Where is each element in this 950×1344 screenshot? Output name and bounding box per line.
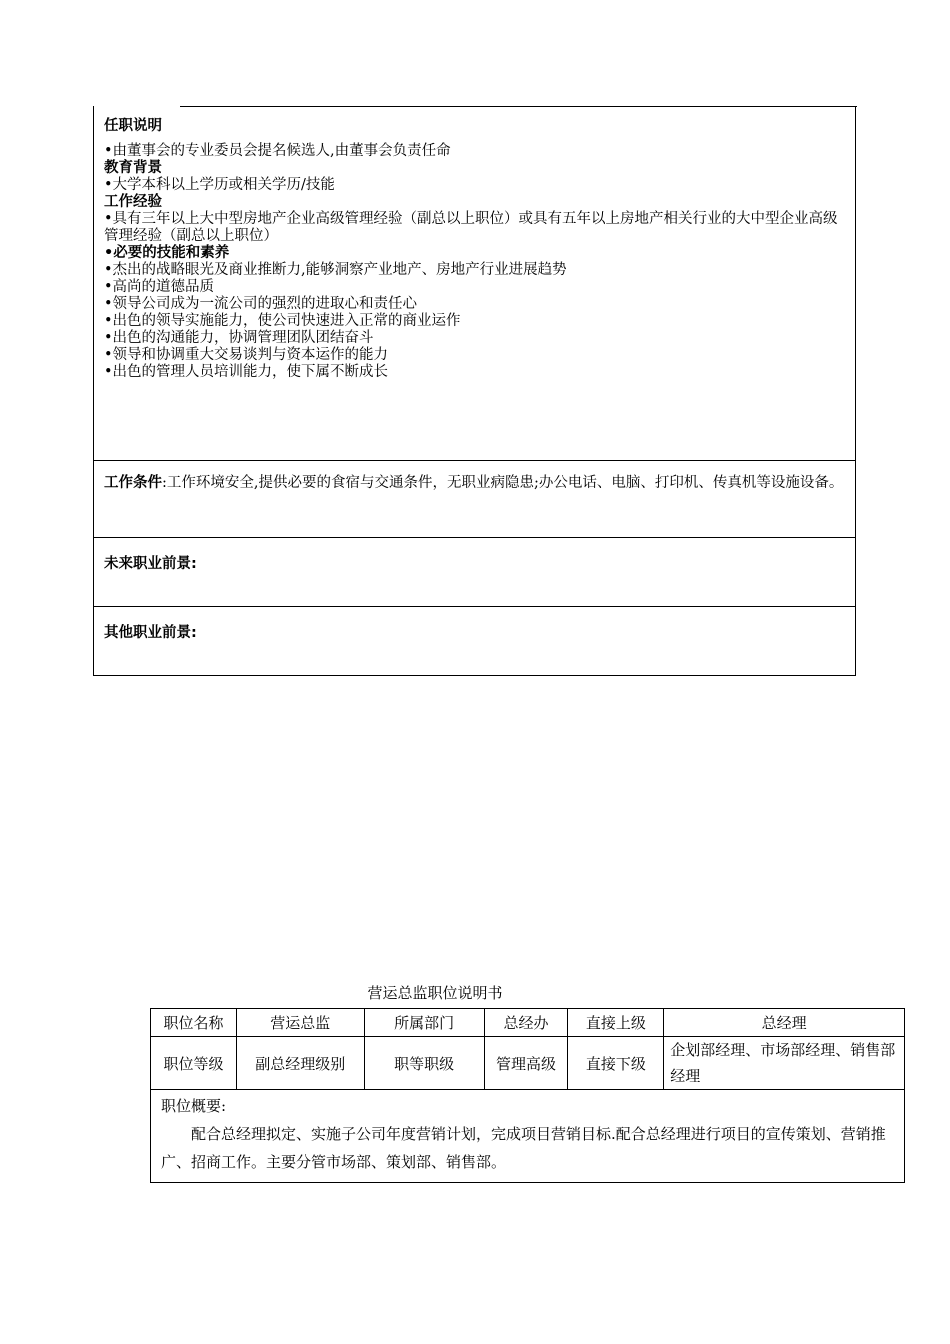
- position-name-value: 营运总监: [236, 1009, 364, 1037]
- other-prospect-label: 其他职业前景:: [104, 625, 197, 641]
- work-conditions-label: 工作条件: [104, 475, 162, 491]
- direct-subordinate-value: 企划部经理、市场部经理、销售部经理: [664, 1037, 905, 1090]
- education-heading: 教育背景: [104, 160, 162, 176]
- experience-heading: 工作经验: [104, 194, 162, 210]
- skill-item: •出色的领导实施能力，使公司快速进入正常的商业运作: [104, 313, 461, 329]
- doc-title: 营运总监职位说明书: [367, 984, 503, 1002]
- direct-superior-value: 总经理: [664, 1009, 905, 1037]
- department-label: 所属部门: [364, 1009, 484, 1037]
- position-grade-label: 职位等级: [151, 1037, 237, 1090]
- overview-label: 职位概要:: [161, 1097, 227, 1115]
- table-row: [151, 1009, 905, 1037]
- appointment-text: •由董事会的专业委员会提名候选人,由董事会负责任命: [104, 143, 451, 159]
- work-conditions-cell: [94, 461, 856, 538]
- work-conditions-text: :工作环境安全,提供必要的食宿与交通条件，无职业病隐患;办公电话、电脑、打印机、传真机等设施设备。: [162, 475, 844, 491]
- skill-item: •出色的沟通能力，协调管理团队团结奋斗: [104, 330, 374, 346]
- table-row: [151, 1037, 905, 1090]
- education-text: •大学本科以上学历或相关学历/技能: [104, 177, 335, 193]
- skill-item: •杰出的战略眼光及商业推断力,能够洞察产业地产、房地产行业进展趋势: [104, 262, 567, 278]
- position-name-label: 职位名称: [151, 1009, 237, 1037]
- position-grade-value: 副总经理级别: [236, 1037, 364, 1090]
- skill-item: •领导和协调重大交易谈判与资本运作的能力: [104, 347, 389, 363]
- direct-superior-label: 直接上级: [568, 1009, 664, 1037]
- appointment-heading: 任职说明: [104, 118, 162, 134]
- position-info-table: [150, 1008, 905, 1183]
- other-prospect-cell: [94, 607, 856, 676]
- skill-item: •出色的管理人员培训能力，使下属不断成长: [104, 364, 389, 380]
- requirements-cell: [94, 106, 856, 461]
- future-prospect-label: 未来职业前景:: [104, 556, 197, 572]
- future-prospect-cell: [94, 538, 856, 607]
- grade-level-value: 管理高级: [484, 1037, 568, 1090]
- grade-level-label: 职等职级: [364, 1037, 484, 1090]
- table-row: [151, 1090, 905, 1183]
- skills-heading: •必要的技能和素养: [104, 245, 230, 261]
- overview-cell: [151, 1090, 905, 1183]
- skill-item: •领导公司成为一流公司的强烈的进取心和责任心: [104, 296, 418, 312]
- skill-item: •高尚的道德品质: [104, 279, 215, 295]
- direct-subordinate-label: 直接下级: [568, 1037, 664, 1090]
- overview-text: 配合总经理拟定、实施子公司年度营销计划，完成项目营销目标.配合总经理进行项目的宣传策划、营销推广、招商工作。主要分管市场部、策划部、销售部。: [161, 1125, 886, 1171]
- job-requirements-table: [93, 106, 856, 676]
- experience-text: •具有三年以上大中型房地产企业高级管理经验（副总以上职位）或具有五年以上房地产相关行业的大中型企业高级管理经验（副总以上职位）: [104, 211, 838, 244]
- department-value: 总经办: [484, 1009, 568, 1037]
